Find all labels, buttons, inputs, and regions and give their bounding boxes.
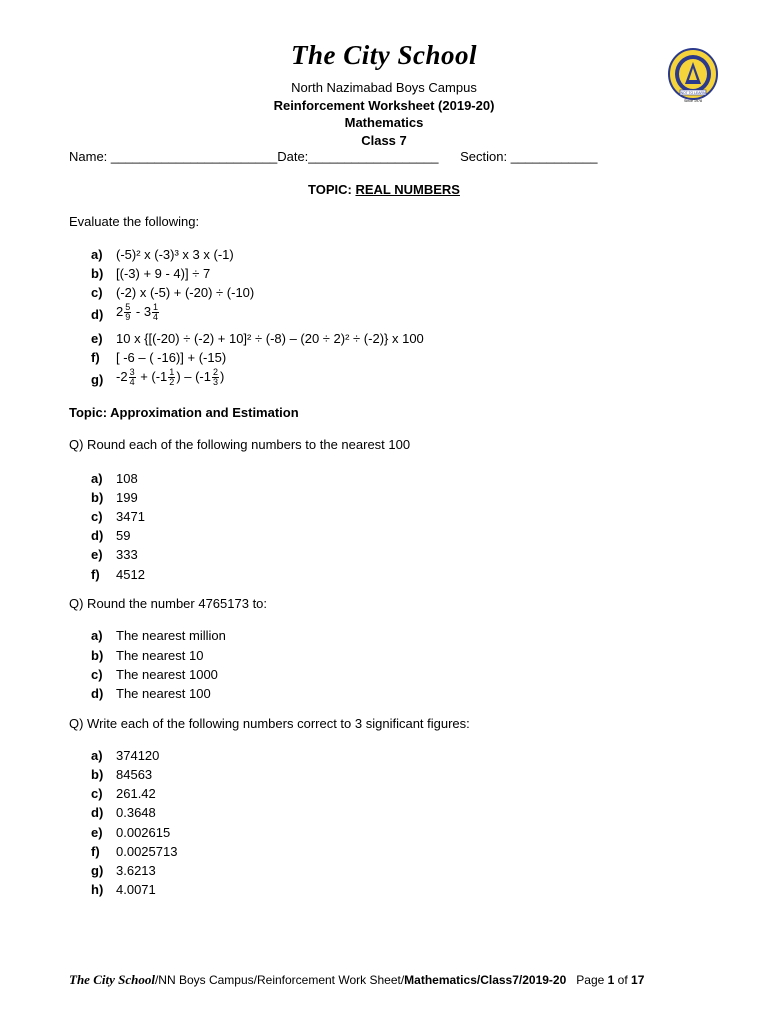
item-label: c) xyxy=(91,786,103,801)
list-item xyxy=(91,509,145,524)
logo-since: Since 1978 xyxy=(684,99,702,103)
list-item xyxy=(91,303,160,322)
item-text: 0.3648 xyxy=(116,805,156,820)
item-label: f) xyxy=(91,567,100,582)
list-item xyxy=(91,285,254,300)
campus-name: North Nazimabad Boys Campus xyxy=(291,80,477,95)
list-item xyxy=(91,786,156,801)
fraction xyxy=(152,303,159,322)
footer-school: The City School xyxy=(69,972,155,987)
question-text: Q) Round each of the following numbers to the nearest 100 xyxy=(69,437,411,452)
section-field[interactable]: ____________ xyxy=(510,149,598,164)
list-item xyxy=(91,471,138,486)
item-label: d) xyxy=(91,528,104,543)
footer-path: /NN Boys Campus/Reinforcement Work Sheet/ xyxy=(154,973,405,987)
item-label: d) xyxy=(91,686,104,701)
denominator: 4 xyxy=(153,312,159,322)
topic-heading: Topic: Approximation and Estimation xyxy=(69,405,299,420)
denominator: 2 xyxy=(169,377,175,387)
item-text: The nearest 100 xyxy=(116,686,211,701)
item-text: (-2) x (-5) + (-20) ÷ (-10) xyxy=(116,285,255,300)
item-text: The nearest 10 xyxy=(116,648,204,663)
numerator: 1 xyxy=(153,302,159,312)
item-text: 199 xyxy=(116,490,138,505)
subject-title: Mathematics xyxy=(344,115,424,130)
item-text: The nearest million xyxy=(116,628,226,643)
list-item xyxy=(91,266,210,281)
fraction xyxy=(129,368,136,387)
item-text: 59 xyxy=(116,528,131,543)
school-logo xyxy=(667,48,719,104)
date-field[interactable]: __________________ xyxy=(308,149,439,164)
denominator: 9 xyxy=(125,312,131,322)
question-text: Q) Round the number 4765173 to: xyxy=(69,596,268,611)
item-label: h) xyxy=(91,882,104,897)
page-total: 17 xyxy=(631,973,645,987)
page-prefix: Page xyxy=(576,973,608,987)
list-item xyxy=(91,628,226,643)
page-of: of xyxy=(614,973,632,987)
item-label: e) xyxy=(91,331,103,346)
topic-prefix: TOPIC: xyxy=(308,182,356,197)
item-label: a) xyxy=(91,748,103,763)
item-label: b) xyxy=(91,767,104,782)
numerator: 1 xyxy=(169,367,175,377)
denominator: 4 xyxy=(129,377,135,387)
list-item xyxy=(91,547,138,562)
item-text: 84563 xyxy=(116,767,153,782)
item-label: b) xyxy=(91,648,104,663)
list-item xyxy=(91,805,156,820)
item-label: c) xyxy=(91,667,103,682)
item-expression xyxy=(116,368,224,387)
item-text: 3471 xyxy=(116,509,145,524)
mixed-whole: 3 xyxy=(143,303,152,319)
topic-title: REAL NUMBERS xyxy=(355,182,460,197)
operator: ) – (-1 xyxy=(176,368,211,384)
item-text: 4512 xyxy=(116,567,145,582)
numerator: 3 xyxy=(129,367,135,377)
list-item xyxy=(91,667,218,682)
logo-motto: NOT TO LEARN xyxy=(680,91,706,95)
list-item xyxy=(91,748,159,763)
item-text: 0.0025713 xyxy=(116,844,178,859)
list-item xyxy=(91,882,156,897)
list-item xyxy=(91,863,156,878)
item-text: 374120 xyxy=(116,748,160,763)
topic-heading xyxy=(0,182,768,197)
item-text: 3.6213 xyxy=(116,863,156,878)
list-item xyxy=(91,686,211,701)
mixed-whole: 2 xyxy=(116,303,124,319)
page-current: 1 xyxy=(607,973,615,987)
student-info-row xyxy=(69,149,597,164)
item-text: 0.002615 xyxy=(116,825,171,840)
footer-subject-path: Mathematics/Class7/2019-20 xyxy=(404,973,567,987)
list-item xyxy=(91,247,234,262)
list-item xyxy=(91,825,170,840)
item-label: d) xyxy=(91,805,104,820)
date-label: Date: xyxy=(277,149,309,164)
item-label: a) xyxy=(91,628,103,643)
question-text: Q) Write each of the following numbers correct to 3 significant figures: xyxy=(69,716,470,731)
section-label: Section: xyxy=(460,149,508,164)
item-label: a) xyxy=(91,471,103,486)
list-item xyxy=(91,528,130,543)
numerator: 5 xyxy=(125,302,131,312)
school-title: The City School xyxy=(290,40,477,70)
fraction xyxy=(168,368,175,387)
item-label: f) xyxy=(91,350,100,365)
item-text: [(-3) + 9 - 4)] ÷ 7 xyxy=(116,266,211,281)
name-field[interactable]: _______________________ xyxy=(110,149,278,164)
page-footer xyxy=(69,972,644,988)
operator: - xyxy=(132,303,144,319)
item-text: 10 x {[(-20) ÷ (-2) + 10]² ÷ (-8) – (20 ÷ 2)² ÷ (-2)} x 100 xyxy=(116,331,424,346)
fraction xyxy=(212,368,219,387)
list-item xyxy=(91,567,145,582)
item-label: c) xyxy=(91,509,103,524)
fraction xyxy=(124,303,131,322)
item-text: [ -6 – ( -16)] + (-15) xyxy=(116,350,227,365)
item-text: 108 xyxy=(116,471,138,486)
operator: + (-1 xyxy=(136,368,168,384)
item-label: f) xyxy=(91,844,100,859)
item-label: e) xyxy=(91,547,103,562)
operator: ) xyxy=(220,368,225,384)
item-label: g) xyxy=(91,372,104,387)
item-text: (-5)² x (-3)³ x 3 x (-1) xyxy=(116,247,234,262)
list-item xyxy=(91,350,226,365)
item-label: b) xyxy=(91,266,104,281)
list-item xyxy=(91,368,224,387)
item-label: a) xyxy=(91,247,103,262)
item-expression xyxy=(116,303,160,322)
item-text: 4.0071 xyxy=(116,882,156,897)
mixed-whole: -2 xyxy=(116,368,128,384)
class-title: Class 7 xyxy=(361,133,407,148)
list-item xyxy=(91,844,177,859)
item-text: 261.42 xyxy=(116,786,156,801)
item-label: d) xyxy=(91,307,104,322)
item-label: g) xyxy=(91,863,104,878)
name-label: Name: xyxy=(69,149,108,164)
item-label: e) xyxy=(91,825,103,840)
list-item xyxy=(91,331,424,346)
item-text: 333 xyxy=(116,547,138,562)
list-item xyxy=(91,767,152,782)
item-label: c) xyxy=(91,285,103,300)
item-label: b) xyxy=(91,490,104,505)
item-text: The nearest 1000 xyxy=(116,667,218,682)
worksheet-title: Reinforcement Worksheet (2019-20) xyxy=(273,98,495,113)
denominator: 3 xyxy=(212,377,218,387)
list-item xyxy=(91,648,203,663)
numerator: 2 xyxy=(212,367,218,377)
list-item xyxy=(91,490,138,505)
evaluate-instruction: Evaluate the following: xyxy=(69,214,200,229)
